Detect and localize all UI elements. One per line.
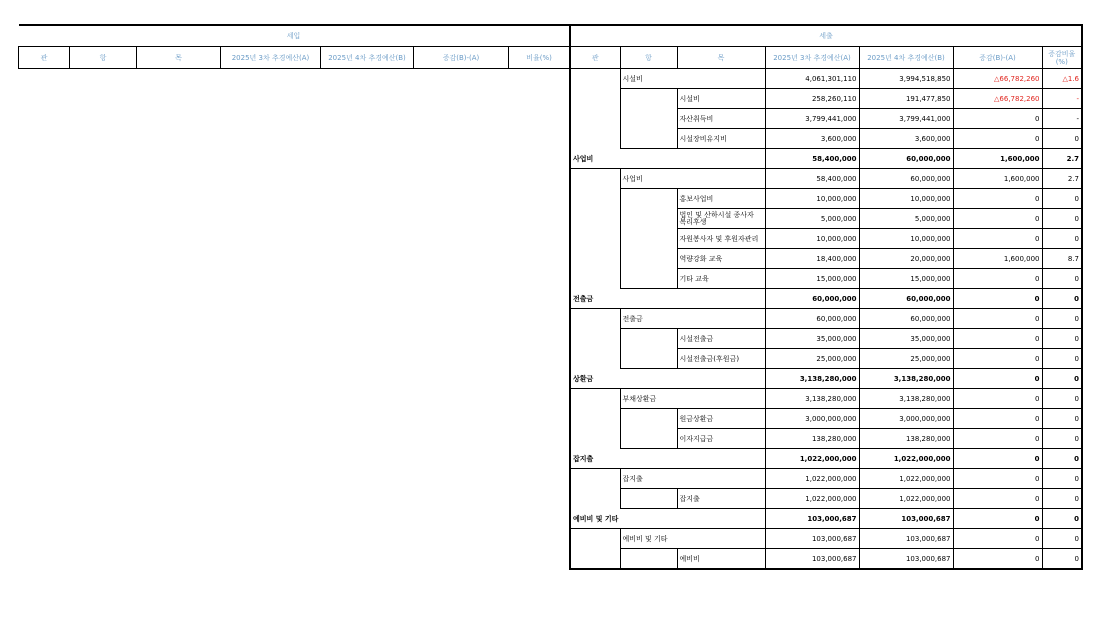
hang-spacer <box>620 329 677 349</box>
diff-value: 0 <box>953 349 1042 369</box>
rate-value: 0 <box>1042 309 1082 329</box>
hang-name: 부채상환금 <box>620 389 765 409</box>
hang-name: 시설비 <box>620 69 765 89</box>
kwan-spacer <box>570 229 620 249</box>
rate-value: - <box>1042 109 1082 129</box>
mok-row <box>570 89 1082 109</box>
budget-a: 3,799,441,000 <box>765 109 859 129</box>
diff-value: 0 <box>953 369 1042 389</box>
revenue-header-diff: 증감(B)-(A) <box>414 47 509 69</box>
rate-value: 0 <box>1042 489 1082 509</box>
budget-b: 1,022,000,000 <box>859 449 953 469</box>
diff-value: 0 <box>953 469 1042 489</box>
kwan-name: 전출금 <box>570 289 765 309</box>
expenditure-table <box>569 24 1083 570</box>
kwan-spacer <box>570 429 620 449</box>
rate-value: 0 <box>1042 289 1082 309</box>
expenditure-header-hang: 항 <box>620 47 677 69</box>
mok-name: 자산취득비 <box>677 109 765 129</box>
kwan-spacer <box>570 409 620 429</box>
mok-row <box>570 249 1082 269</box>
kwan-spacer <box>570 129 620 149</box>
revenue-header-hang: 항 <box>70 47 137 69</box>
diff-value: 1,600,000 <box>953 149 1042 169</box>
revenue-header-rate: 비율(%) <box>509 47 570 69</box>
budget-b: 10,000,000 <box>859 229 953 249</box>
hang-name: 예비비 및 기타 <box>620 529 765 549</box>
kwan-spacer <box>570 169 620 189</box>
budget-a: 25,000,000 <box>765 349 859 369</box>
budget-a: 1,022,000,000 <box>765 469 859 489</box>
hang-name: 잡지출 <box>620 469 765 489</box>
expenditure-title: 세출 <box>570 25 1082 47</box>
kwan-spacer <box>570 349 620 369</box>
budget-a: 138,280,000 <box>765 429 859 449</box>
hang-spacer <box>620 489 677 509</box>
rate-value: 0 <box>1042 329 1082 349</box>
budget-a: 10,000,000 <box>765 189 859 209</box>
budget-a: 103,000,687 <box>765 509 859 529</box>
budget-b: 1,022,000,000 <box>859 469 953 489</box>
diff-value: 0 <box>953 229 1042 249</box>
diff-value: 0 <box>953 329 1042 349</box>
kwan-spacer <box>570 489 620 509</box>
mok-name: 자원봉사자 및 후원자관리 <box>677 229 765 249</box>
mok-row <box>570 349 1082 369</box>
hang-spacer <box>620 109 677 129</box>
mok-name: 기타 교육 <box>677 269 765 289</box>
budget-a: 58,400,000 <box>765 169 859 189</box>
kwan-row <box>570 149 1082 169</box>
kwan-spacer <box>570 69 620 89</box>
diff-value: 0 <box>953 389 1042 409</box>
diff-value: 0 <box>953 189 1042 209</box>
budget-b: 3,799,441,000 <box>859 109 953 129</box>
rate-value: 0 <box>1042 189 1082 209</box>
revenue-header-kwan: 관 <box>19 47 70 69</box>
budget-a: 103,000,687 <box>765 549 859 570</box>
rate-value: 0 <box>1042 449 1082 469</box>
diff-value: 0 <box>953 549 1042 570</box>
rate-value: 0 <box>1042 389 1082 409</box>
budget-b: 3,138,280,000 <box>859 389 953 409</box>
hang-row <box>570 529 1082 549</box>
mok-row <box>570 429 1082 449</box>
hang-spacer <box>620 189 677 209</box>
hang-spacer <box>620 269 677 289</box>
hang-spacer <box>620 129 677 149</box>
rate-value: 0 <box>1042 509 1082 529</box>
diff-value: 1,600,000 <box>953 169 1042 189</box>
budget-a: 3,138,280,000 <box>765 369 859 389</box>
hang-row <box>570 69 1082 89</box>
diff-value: 0 <box>953 509 1042 529</box>
budget-b: 20,000,000 <box>859 249 953 269</box>
budget-a: 3,138,280,000 <box>765 389 859 409</box>
diff-value: 0 <box>953 209 1042 229</box>
kwan-name: 잡지출 <box>570 449 765 469</box>
mok-row <box>570 209 1082 229</box>
budget-b: 35,000,000 <box>859 329 953 349</box>
diff-value: 0 <box>953 529 1042 549</box>
hang-name: 전출금 <box>620 309 765 329</box>
diff-value: 0 <box>953 309 1042 329</box>
diff-value: 0 <box>953 289 1042 309</box>
budget-b: 138,280,000 <box>859 429 953 449</box>
kwan-spacer <box>570 249 620 269</box>
kwan-spacer <box>570 549 620 570</box>
kwan-spacer <box>570 389 620 409</box>
hang-row <box>570 469 1082 489</box>
rate-value: 0 <box>1042 429 1082 449</box>
budget-b: 191,477,850 <box>859 89 953 109</box>
hang-row <box>570 389 1082 409</box>
diff-value: 0 <box>953 489 1042 509</box>
diff-value: 0 <box>953 109 1042 129</box>
kwan-spacer <box>570 529 620 549</box>
kwan-spacer <box>570 269 620 289</box>
budget-b: 60,000,000 <box>859 309 953 329</box>
expenditure-header-mok: 목 <box>677 47 765 69</box>
hang-spacer <box>620 409 677 429</box>
hang-spacer <box>620 429 677 449</box>
mok-name: 법인 및 산하시설 종사자 복리후생 <box>677 209 765 229</box>
diff-value: 0 <box>953 429 1042 449</box>
budget-b: 3,138,280,000 <box>859 369 953 389</box>
revenue-title: 세입 <box>19 25 570 47</box>
budget-a: 4,061,301,110 <box>765 69 859 89</box>
kwan-name: 사업비 <box>570 149 765 169</box>
hang-spacer <box>620 549 677 570</box>
hang-name: 사업비 <box>620 169 765 189</box>
revenue-header-mok: 목 <box>137 47 221 69</box>
rate-value: 0 <box>1042 469 1082 489</box>
budget-b: 103,000,687 <box>859 549 953 570</box>
mok-row <box>570 329 1082 349</box>
budget-b: 60,000,000 <box>859 169 953 189</box>
mok-name: 원금상환금 <box>677 409 765 429</box>
kwan-spacer <box>570 469 620 489</box>
budget-b: 60,000,000 <box>859 289 953 309</box>
mok-row <box>570 229 1082 249</box>
hang-row <box>570 309 1082 329</box>
rate-value: 0 <box>1042 409 1082 429</box>
rate-value: 0 <box>1042 349 1082 369</box>
rate-value: 2.7 <box>1042 169 1082 189</box>
budget-b: 3,994,518,850 <box>859 69 953 89</box>
expenditure-header-budget-b: 2025년 4차 추경예산(B) <box>859 47 953 69</box>
mok-name: 시설비 <box>677 89 765 109</box>
mok-name: 잡지출 <box>677 489 765 509</box>
hang-spacer <box>620 249 677 269</box>
expenditure-header-rate: 증감비율 (%) <box>1042 47 1082 69</box>
budget-b: 60,000,000 <box>859 149 953 169</box>
rate-value: 0 <box>1042 549 1082 570</box>
mok-row <box>570 269 1082 289</box>
mok-name: 홍보사업비 <box>677 189 765 209</box>
kwan-row <box>570 449 1082 469</box>
rate-value: 0 <box>1042 129 1082 149</box>
diff-value: 0 <box>953 129 1042 149</box>
budget-a: 1,022,000,000 <box>765 449 859 469</box>
mok-name: 시설전출금 <box>677 329 765 349</box>
rate-value: 0 <box>1042 269 1082 289</box>
budget-a: 60,000,000 <box>765 309 859 329</box>
budget-b: 103,000,687 <box>859 529 953 549</box>
budget-b: 5,000,000 <box>859 209 953 229</box>
diff-value: △66,782,260 <box>953 69 1042 89</box>
mok-name: 예비비 <box>677 549 765 570</box>
expenditure-body <box>570 69 1082 570</box>
budget-a: 3,000,000,000 <box>765 409 859 429</box>
diff-value: 0 <box>953 269 1042 289</box>
hang-spacer <box>620 209 677 229</box>
kwan-row <box>570 289 1082 309</box>
kwan-spacer <box>570 329 620 349</box>
expenditure-header-budget-a: 2025년 3차 추경예산(A) <box>765 47 859 69</box>
budget-b: 25,000,000 <box>859 349 953 369</box>
budget-b: 3,000,000,000 <box>859 409 953 429</box>
hang-spacer <box>620 89 677 109</box>
budget-a: 103,000,687 <box>765 529 859 549</box>
kwan-spacer <box>570 89 620 109</box>
mok-row <box>570 549 1082 570</box>
rate-value: 0 <box>1042 369 1082 389</box>
rate-value: 0 <box>1042 229 1082 249</box>
mok-name: 이자지급금 <box>677 429 765 449</box>
rate-value: - <box>1042 89 1082 109</box>
mok-row <box>570 129 1082 149</box>
diff-value: △66,782,260 <box>953 89 1042 109</box>
rate-value: 0 <box>1042 529 1082 549</box>
mok-row <box>570 109 1082 129</box>
budget-a: 5,000,000 <box>765 209 859 229</box>
budget-b: 3,600,000 <box>859 129 953 149</box>
kwan-spacer <box>570 189 620 209</box>
budget-a: 58,400,000 <box>765 149 859 169</box>
revenue-table <box>18 24 571 69</box>
mok-row <box>570 409 1082 429</box>
budget-a: 60,000,000 <box>765 289 859 309</box>
hang-spacer <box>620 229 677 249</box>
budget-b: 10,000,000 <box>859 189 953 209</box>
mok-name: 시설전출금(후원금) <box>677 349 765 369</box>
mok-name: 역량강화 교육 <box>677 249 765 269</box>
rate-value: 2.7 <box>1042 149 1082 169</box>
budget-a: 1,022,000,000 <box>765 489 859 509</box>
budget-b: 1,022,000,000 <box>859 489 953 509</box>
mok-row <box>570 489 1082 509</box>
budget-b: 103,000,687 <box>859 509 953 529</box>
mok-row <box>570 189 1082 209</box>
mok-name: 시설장비유지비 <box>677 129 765 149</box>
kwan-name: 상환금 <box>570 369 765 389</box>
hang-row <box>570 169 1082 189</box>
rate-value: 8.7 <box>1042 249 1082 269</box>
kwan-spacer <box>570 309 620 329</box>
diff-value: 1,600,000 <box>953 249 1042 269</box>
budget-a: 10,000,000 <box>765 229 859 249</box>
kwan-spacer <box>570 109 620 129</box>
revenue-header-budget-a: 2025년 3차 추경예산(A) <box>221 47 321 69</box>
kwan-row <box>570 509 1082 529</box>
budget-a: 258,260,110 <box>765 89 859 109</box>
expenditure-header-diff: 증감(B)-(A) <box>953 47 1042 69</box>
kwan-name: 예비비 및 기타 <box>570 509 765 529</box>
hang-spacer <box>620 349 677 369</box>
kwan-row <box>570 369 1082 389</box>
budget-a: 18,400,000 <box>765 249 859 269</box>
budget-b: 15,000,000 <box>859 269 953 289</box>
kwan-spacer <box>570 209 620 229</box>
budget-a: 35,000,000 <box>765 329 859 349</box>
rate-value: 0 <box>1042 209 1082 229</box>
revenue-header-budget-b: 2025년 4차 추경예산(B) <box>321 47 414 69</box>
diff-value: 0 <box>953 449 1042 469</box>
rate-value: △1.6 <box>1042 69 1082 89</box>
expenditure-header-kwan: 관 <box>570 47 620 69</box>
diff-value: 0 <box>953 409 1042 429</box>
budget-a: 3,600,000 <box>765 129 859 149</box>
budget-a: 15,000,000 <box>765 269 859 289</box>
